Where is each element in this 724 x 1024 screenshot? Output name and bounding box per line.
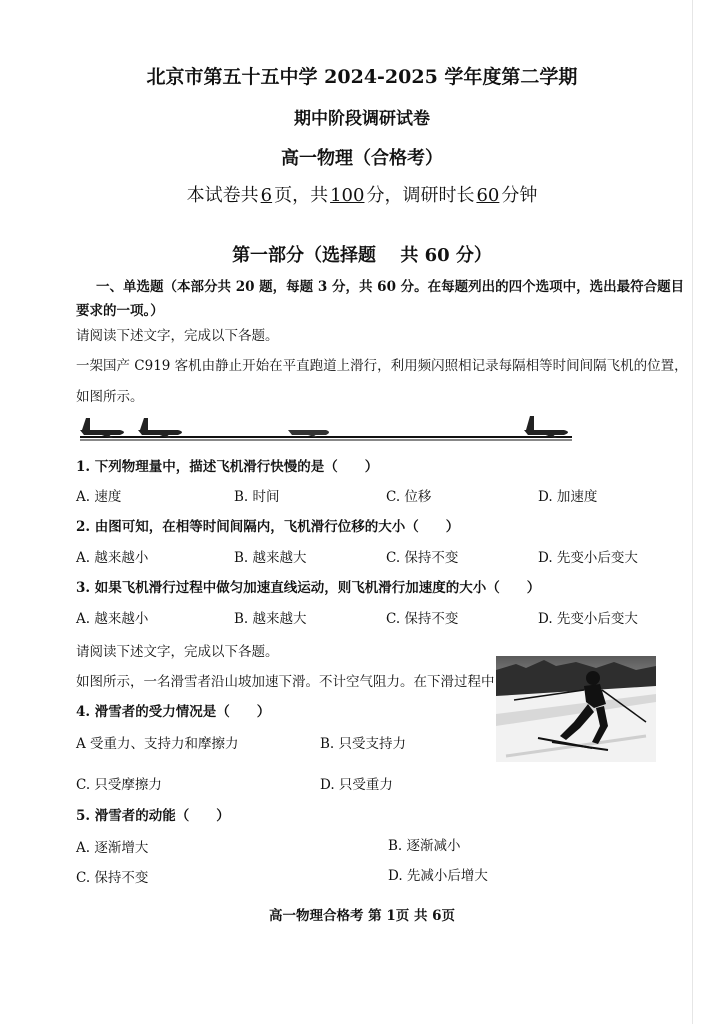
q4-option-c[interactable]: C. 只受摩擦力 bbox=[76, 777, 162, 793]
q4-option-b[interactable]: B. 只受支持力 bbox=[320, 736, 407, 752]
section-title: 一、单选题（本部分共 20 题，每题 3 分，共 60 分。在每题列出的四个选项中，选出最符合题目 bbox=[96, 279, 685, 295]
passage-1-cont: 如图所示。 bbox=[76, 389, 144, 405]
q2-option-d[interactable]: D. 先变小后变大 bbox=[538, 550, 638, 566]
q2-option-b[interactable]: B. 越来越大 bbox=[234, 550, 307, 566]
q5-option-b[interactable]: B. 逐渐减小 bbox=[388, 838, 461, 854]
question-3: 3. 如果飞机滑行过程中做匀加速直线运动，则飞机滑行加速度的大小（ ） bbox=[76, 580, 541, 596]
page-count: 6 bbox=[260, 185, 273, 206]
question-2: 2. 由图可知，在相等时间间隔内，飞机滑行位移的大小（ ） bbox=[76, 519, 460, 535]
read-instruction-2: 请阅读下述文字，完成以下各题。 bbox=[76, 644, 279, 660]
q3-option-b[interactable]: B. 越来越大 bbox=[234, 611, 307, 627]
exam-info: 本试卷共 6 页，共 100 分，调研时长 60 分钟 bbox=[186, 185, 538, 206]
q4-option-a[interactable]: A 受重力、支持力和摩擦力 bbox=[76, 736, 239, 752]
airplane-icon bbox=[80, 418, 124, 438]
q3-option-d[interactable]: D. 先变小后变大 bbox=[538, 611, 638, 627]
total-score: 100 bbox=[330, 185, 365, 206]
question-1: 1. 下列物理量中，描述飞机滑行快慢的是（ ） bbox=[76, 459, 379, 475]
q2-option-c[interactable]: C. 保持不变 bbox=[386, 550, 459, 566]
passage-1: 一架国产 C919 客机由静止开始在平直跑道上滑行，利用频闪照相记录每隔相等时间间隔飞机的位置， bbox=[76, 358, 688, 374]
subject-title: 高一物理（合格考） bbox=[281, 148, 443, 169]
q3-option-a[interactable]: A. 越来越小 bbox=[76, 611, 149, 627]
duration: 60 bbox=[476, 185, 500, 206]
passage-2: 如图所示，一名滑雪者沿山坡加速下滑。不计空气阻力。在下滑过程中 bbox=[76, 674, 495, 690]
q1-option-c[interactable]: C. 位移 bbox=[386, 489, 432, 505]
q1-option-d[interactable]: D. 加速度 bbox=[538, 489, 598, 505]
question-4: 4. 滑雪者的受力情况是（ ） bbox=[76, 704, 271, 720]
q1-option-b[interactable]: B. 时间 bbox=[234, 489, 280, 505]
page-footer: 高一物理合格考 第 1页 共 6页 bbox=[268, 908, 456, 924]
part1-heading: 第一部分（选择题 共 60 分） bbox=[232, 245, 492, 266]
q2-option-a[interactable]: A. 越来越小 bbox=[76, 550, 149, 566]
q1-option-a[interactable]: A. 速度 bbox=[76, 489, 122, 505]
q3-option-c[interactable]: C. 保持不变 bbox=[386, 611, 459, 627]
exam-title: 北京市第五十五中学 2024-2025 学年度第二学期 bbox=[146, 66, 578, 88]
q5-option-c[interactable]: C. 保持不变 bbox=[76, 870, 149, 886]
airplane-icon bbox=[288, 430, 329, 437]
exam-subtitle: 期中阶段调研试卷 bbox=[294, 109, 430, 129]
question-5: 5. 滑雪者的动能（ ） bbox=[76, 808, 230, 824]
airplane-icon bbox=[138, 418, 182, 438]
skier-photo bbox=[496, 656, 656, 762]
runway-figure bbox=[76, 410, 576, 442]
airplane-icon bbox=[524, 416, 568, 438]
q5-option-a[interactable]: A. 逐渐增大 bbox=[76, 840, 149, 856]
runway-line bbox=[80, 437, 572, 440]
q4-option-d[interactable]: D. 只受重力 bbox=[320, 777, 393, 793]
read-instruction-1: 请阅读下述文字，完成以下各题。 bbox=[76, 328, 279, 344]
section-title-cont: 要求的一项。） bbox=[76, 303, 164, 319]
q5-option-d[interactable]: D. 先减小后增大 bbox=[388, 868, 488, 884]
